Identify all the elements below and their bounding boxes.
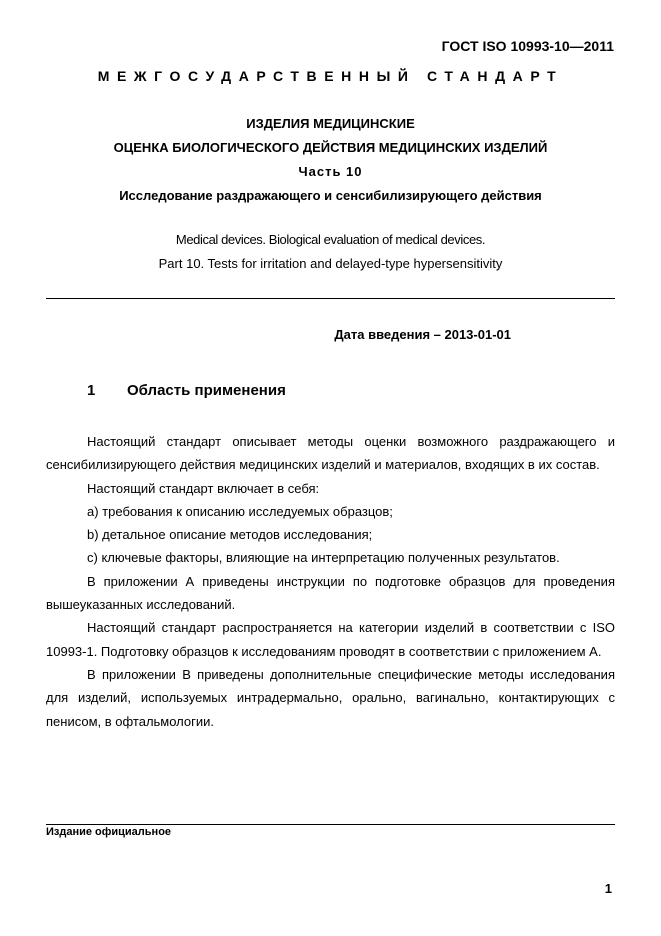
title-part: Часть 10 [298, 164, 363, 179]
title-subtitle: Исследование раздражающего и сенсибилизирующего действия [119, 188, 542, 203]
header-divider [46, 298, 615, 299]
interstate-standard-label: МЕЖГОСУДАРСТВЕННЫЙ СТАНДАРТ [97, 68, 564, 84]
paragraph: В приложении А приведены инструкции по подготовке образцов для проведения вышеуказанных исследований. [46, 573, 615, 613]
english-title-block [0, 228, 661, 276]
document-code: ГОСТ ISO 10993-10—2011 [441, 38, 614, 54]
title-block [0, 112, 661, 208]
section-title: Область применения [127, 382, 286, 399]
section-number: 1 [87, 382, 96, 399]
footer-divider [46, 824, 615, 825]
paragraph: В приложении В приведены дополнительные специфические методы исследования для изделий, используемых интрадермально, орально, вагинально, контактирующих с пенисом, в офтальмологии. [46, 666, 615, 729]
list-item: c) ключевые факторы, влияющие на интерпретацию полученных результатов. [87, 550, 560, 566]
english-title-line-2: Part 10. Tests for irritation and delayed-type hypersensitivity [158, 256, 503, 271]
english-title-line-1: Medical devices. Biological evaluation of medical devices. [175, 232, 486, 247]
official-edition-label: Издание официальное [46, 826, 172, 838]
section-body [46, 430, 615, 733]
list-item: b) детальное описание методов исследования; [87, 527, 373, 543]
title-line-2: ОЦЕНКА БИОЛОГИЧЕСКОГО ДЕЙСТВИЯ МЕДИЦИНСКИХ ИЗДЕЛИЙ [113, 140, 548, 155]
paragraph: Настоящий стандарт включает в себя: [87, 480, 320, 496]
list-item: a) требования к описанию исследуемых образцов; [87, 503, 393, 519]
introduction-date: Дата введения – 2013-01-01 [334, 327, 511, 342]
section-heading [87, 382, 286, 399]
title-line-1: ИЗДЕЛИЯ МЕДИЦИНСКИЕ [246, 116, 415, 131]
page-number: 1 [604, 881, 612, 896]
paragraph: Настоящий стандарт распространяется на категории изделий в соответствии с ISO 10993-1. Подготовку образцов к исследованиям проводят в соответствии с приложением А. [46, 620, 615, 659]
paragraph: Настоящий стандарт описывает методы оценки возможного раздражающего и сенсибилизирующего действия медицинских изделий и материалов, входящих в их состав. [46, 434, 615, 473]
